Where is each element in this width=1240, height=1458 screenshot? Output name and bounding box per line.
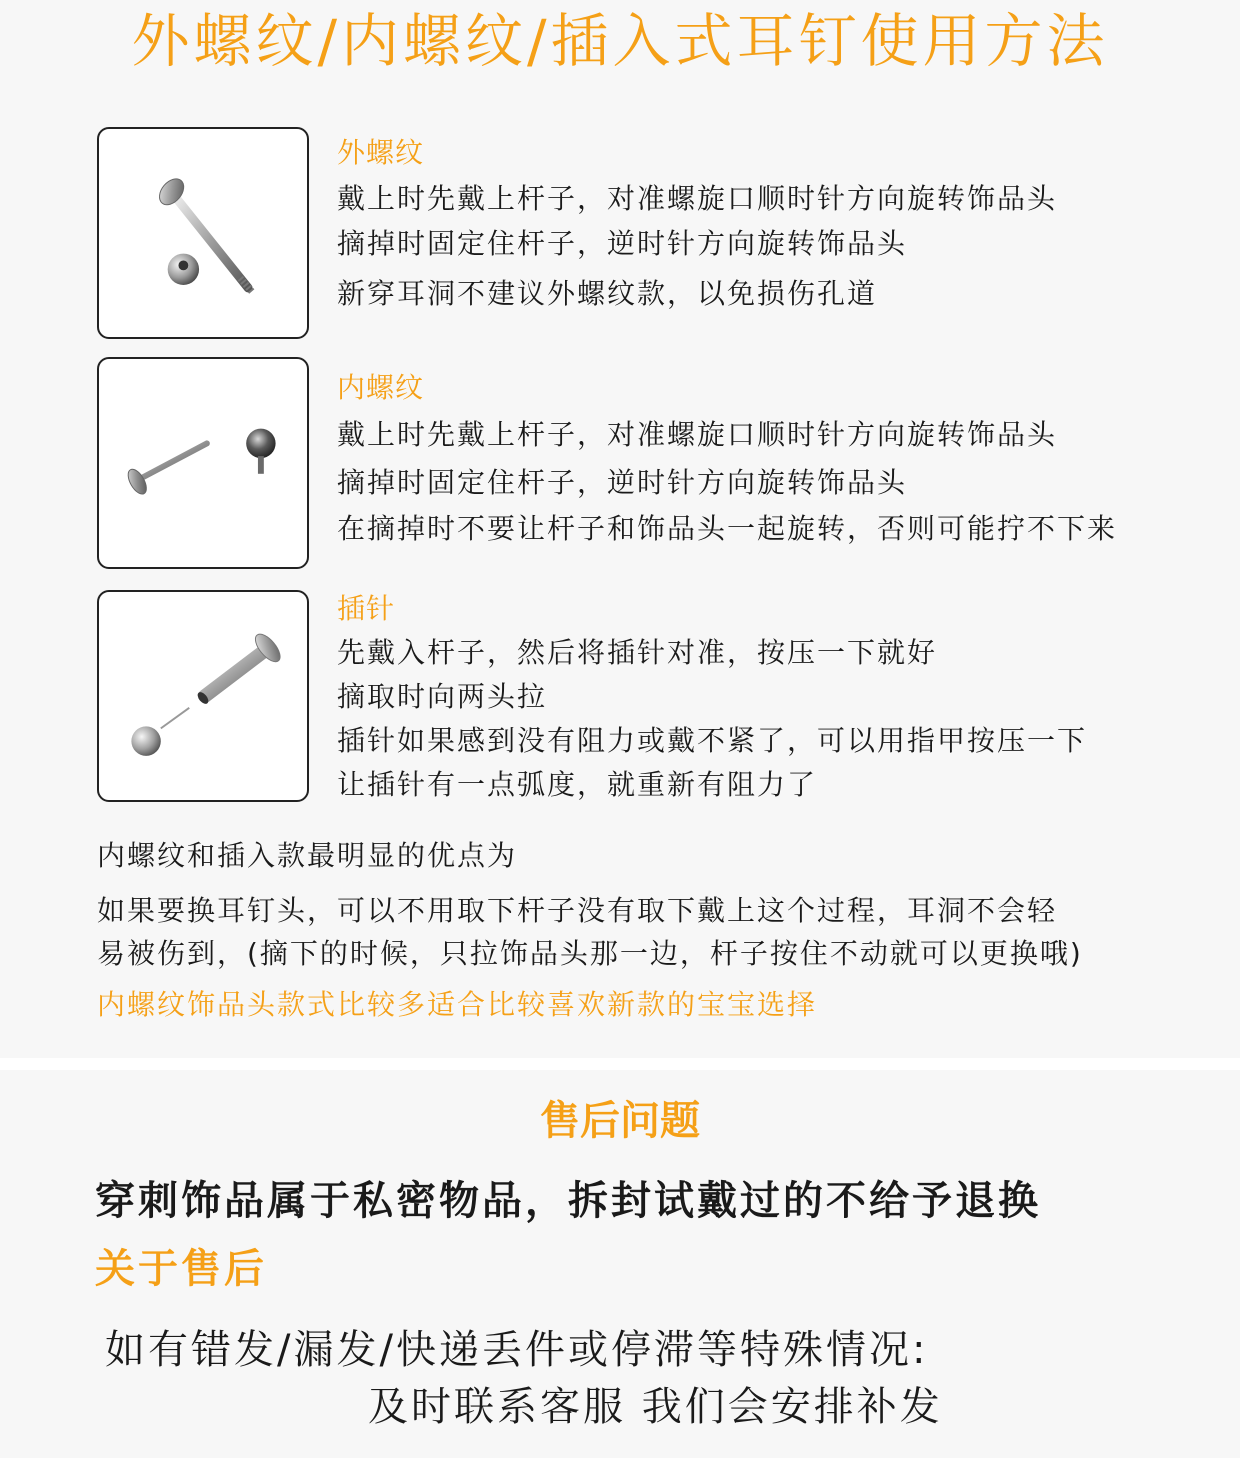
- push-pin-earring-image: [97, 590, 309, 802]
- external-thread-line-2: 摘掉时固定住杆子，逆时针方向旋转饰品头: [337, 227, 908, 260]
- push-pin-line-4: 让插针有一点弧度，就重新有阻力了: [337, 768, 818, 801]
- section-divider: [0, 1058, 1240, 1070]
- external-thread-earring-image: [97, 127, 309, 339]
- section-heading-push-pin: 插针: [337, 592, 396, 625]
- after-sales-policy: 穿刺饰品属于私密物品，拆封试戴过的不给予退换: [95, 1178, 1041, 1224]
- push-pin-line-3: 插针如果感到没有阻力或戴不紧了，可以用指甲按压一下: [337, 724, 1088, 757]
- external-thread-line-1: 戴上时先戴上杆子，对准螺旋口顺时针方向旋转饰品头: [337, 182, 1058, 215]
- internal-thread-line-1: 戴上时先戴上杆子，对准螺旋口顺时针方向旋转饰品头: [337, 418, 1058, 451]
- push-pin-line-2: 摘取时向两头拉: [337, 680, 548, 713]
- after-sales-line-2: 及时联系客服 我们会安排补发: [368, 1384, 943, 1430]
- internal-thread-line-3: 在摘掉时不要让杆子和饰品头一起旋转，否则可能拧不下来: [337, 512, 1118, 545]
- external-thread-line-3: 新穿耳洞不建议外螺纹款，以免损伤孔道: [337, 277, 878, 310]
- after-sales-line-1: 如有错发/漏发/快递丢件或停滞等特殊情况:: [105, 1327, 929, 1373]
- advantages-body-2: 易被伤到，(摘下的时候，只拉饰品头那一边，杆子按住不动就可以更换哦): [97, 937, 1083, 970]
- after-sales-title: 售后问题: [540, 1098, 700, 1144]
- advantages-highlight: 内螺纹饰品头款式比较多适合比较喜欢新款的宝宝选择: [97, 988, 818, 1021]
- section-heading-external-thread: 外螺纹: [337, 136, 425, 169]
- push-pin-line-1: 先戴入杆子，然后将插针对准，按压一下就好: [337, 636, 938, 669]
- advantages-body-1: 如果要换耳钉头，可以不用取下杆子没有取下戴上这个过程，耳洞不会轻: [97, 894, 1058, 927]
- internal-thread-line-2: 摘掉时固定住杆子，逆时针方向旋转饰品头: [337, 466, 908, 499]
- about-after-sales-heading: 关于售后: [95, 1246, 267, 1292]
- page-title: 外螺纹/内螺纹/插入式耳钉使用方法: [131, 7, 1109, 75]
- advantages-heading: 内螺纹和插入款最明显的优点为: [97, 839, 518, 872]
- internal-thread-earring-image: [97, 357, 309, 569]
- section-heading-internal-thread: 内螺纹: [337, 371, 425, 404]
